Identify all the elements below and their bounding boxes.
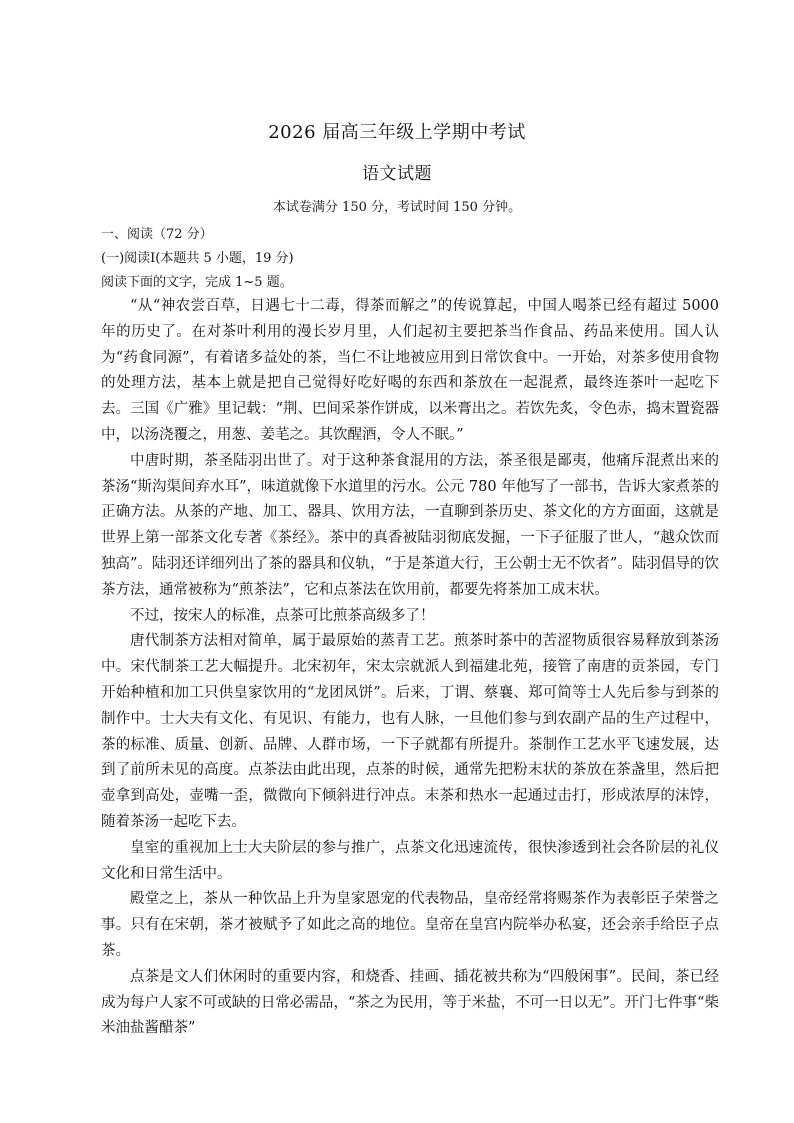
passage-paragraph: 不过，按宋人的标准，点茶可比煎茶高级多了！ <box>130 607 435 624</box>
reading-instruction: 阅读下面的文字，完成 1~5 题。 <box>101 275 293 290</box>
passage-paragraph: 中唐时期，茶圣陆羽出世了。对于这种茶食混用的方法，茶圣很是鄙夷，他痛斥混煮出来的茶汤“斯沟渠间弃水耳”，味道就像下水道里的污水。公元 780 年他写了一部书，告诉大家煮茶的正确方法。从茶的产地、加工、器具、饮用方法，一直聊到茶历史、茶文化的方方面面，这就是世界上第一部茶文化专著《茶经》。茶中的真香被陆羽彻底发掘，一下子征服了世人，“越众饮而独高”。陆羽还详细列出了茶的器具和仪轨，“于是茶道大行，王公朝士无不饮者”。陆羽倡导的饮茶方法，通常被称为“煎茶法”，它和点茶法在饮用前，都要先将茶加工成末状。 <box>101 452 719 598</box>
section-heading: 一、阅读（72 分） <box>101 227 213 242</box>
reading-passage <box>101 294 719 1042</box>
passage-paragraph: 点茶是文人们休闲时的重要内容，和烧香、挂画、插花被共称为“四般闲事”。民间，茶已经成为每户人家不可或缺的日常必需品，“茶之为民用，等于米盐，不可一日以无”。开门七件事“柴米油盐酱醋茶” <box>101 968 719 1037</box>
passage-paragraph: 皇室的重视加上士大夫阶层的参与推广，点茶文化迅速流传，很快渗透到社会各阶层的礼仪文化和日常生活中。 <box>101 839 719 882</box>
exam-note: 本试卷满分 150 分，考试时间 150 分钟。 <box>272 200 522 215</box>
passage-paragraph: 殿堂之上，茶从一种饮品上升为皇家恩宠的代表物品，皇帝经常将赐茶作为表彰臣子荣誉之事。只有在宋朝，茶才被赋予了如此之高的地位。皇帝在皇宫内院举办私宴，还会亲手给臣子点茶。 <box>101 891 719 959</box>
passage-paragraph: 唐代制茶方法相对简单，属于最原始的蒸青工艺。煎茶时茶中的苦涩物质很容易释放到茶汤中。宋代制茶工艺大幅提升。北宋初年，宋太宗就派人到福建北苑，接管了南唐的贡茶园，专门开始种植和加工只供皇家饮用的“龙团凤饼”。后来，丁谓、蔡襄、郑可简等士人先后参与到茶的制作中。士大夫有文化、有见识、有能力，也有人脉，一旦他们参与到农副产品的生产过程中，茶的标准、质量、创新、品牌、人群市场，一下子就都有所提升。茶制作工艺水平飞速发展，达到了前所未见的高度。点茶法由此出现，点茶的时候，通常先把粉末状的茶放在茶盏里，然后把壶拿到高处，壶嘴一歪，微微向下倾斜进行冲点。末茶和热水一起通过击打，形成浓厚的沫饽，随着茶汤一起吃下去。 <box>101 633 719 830</box>
subject-title: 语文试题 <box>362 164 432 184</box>
exam-title: 2026 届高三年级上学期中考试 <box>268 122 526 143</box>
passage-paragraph: “从“神农尝百草，日遇七十二毒，得茶而解之”的传说算起，中国人喝茶已经有超过 5000 年的历史了。在对茶叶利用的漫长岁月里，人们起初主要把茶当作食品、药品来使用。国人认为“药食同源”，有着诸多益处的茶，当仁不让地被应用到日常饮食中。一开始，对茶多使用食物的处理方法，基本上就是把自己觉得好吃好喝的东西和茶放在一起混煮，最终连茶叶一起吃下去。三国《广雅》里记载：“荆、巴间采茶作饼成，以米膏出之。若饮先炙，令色赤，捣末置瓷器中，以汤浇覆之，用葱、姜芼之。其饮醒酒，令人不眠。” <box>101 298 719 443</box>
section-subheading: (一)阅读Ⅰ(本题共 5 小题，19 分) <box>101 251 294 266</box>
